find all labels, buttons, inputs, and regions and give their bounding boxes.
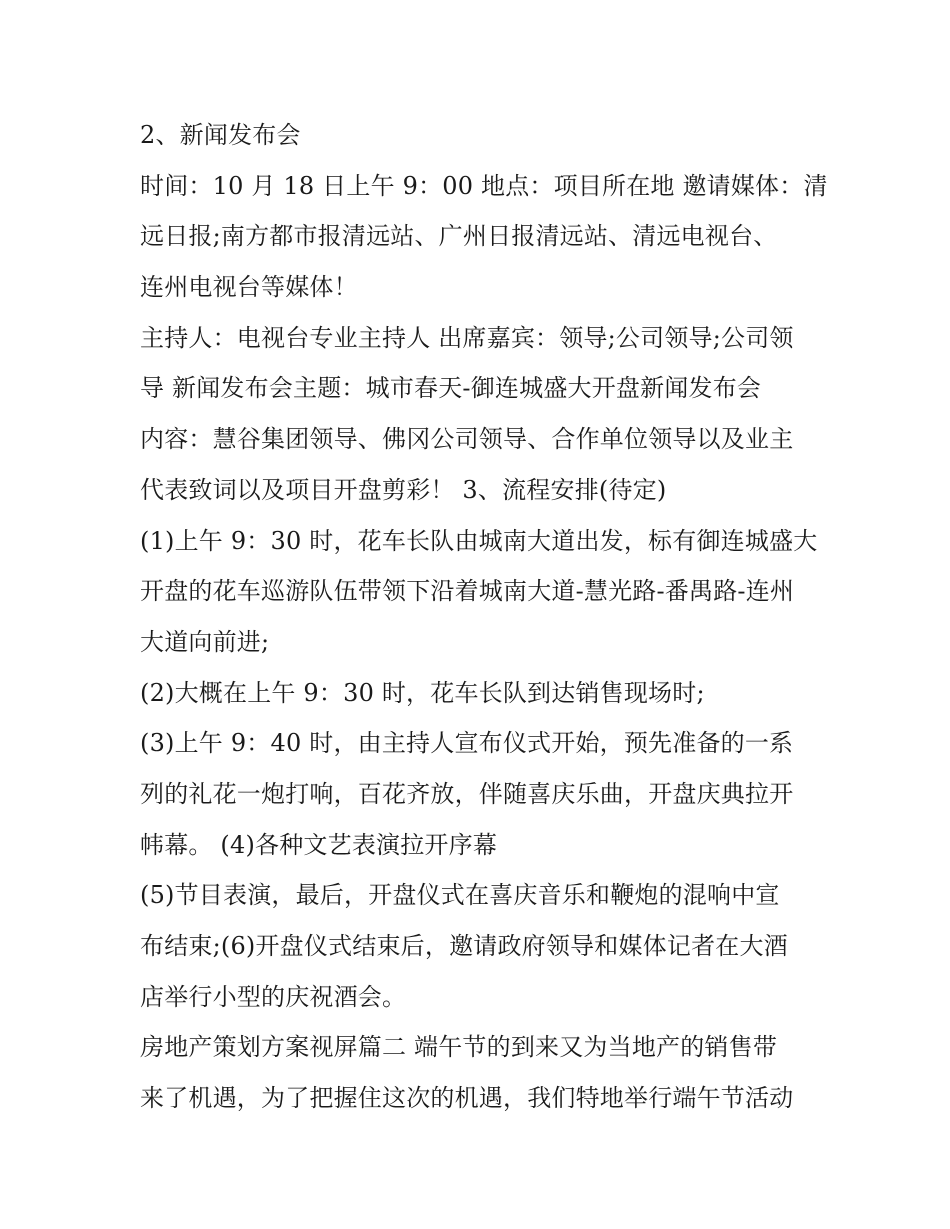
text-line: 来了机遇，为了把握住这次的机遇，我们特地举行端午节活动 xyxy=(140,1084,794,1113)
text-line: 内容：慧谷集团领导、佛冈公司领导、合作单位领导以及业主 xyxy=(140,425,794,454)
text-line: 代表致词以及项目开盘剪彩！ 3、流程安排(待定) xyxy=(140,475,667,504)
text-line: 连州电视台等媒体！ xyxy=(140,273,358,302)
text-line: 远日报;南方都市报清远站、广州日报清远站、清远电视台、 xyxy=(140,222,778,251)
text-line: 帏幕。 (4)各种文艺表演拉开序幕 xyxy=(140,830,498,859)
text-line: 大道向前进; xyxy=(140,627,270,656)
text-line: 房地产策划方案视屏篇二 端午节的到来又为当地产的销售带 xyxy=(140,1033,778,1062)
text-line: (2)大概在上午 9：30 时，花车长队到达销售现场时; xyxy=(140,678,705,707)
text-line: 布结束;(6)开盘仪式结束后，邀请政府领导和媒体记者在大酒 xyxy=(140,932,788,960)
text-line: 列的礼花一炮打响，百花齐放，伴随喜庆乐曲，开盘庆典拉开 xyxy=(140,779,794,808)
text-line: 导 新闻发布会主题：城市春天-御连城盛大开盘新闻发布会 xyxy=(140,374,762,403)
text-line: 店举行小型的庆祝酒会。 xyxy=(140,982,407,1011)
text-line: 开盘的花车巡游队伍带领下沿着城南大道-慧光路-番禺路-连州 xyxy=(140,577,795,606)
text-line: 时间：10 月 18 日上午 9：00 地点：项目所在地 邀请媒体：清 xyxy=(140,171,828,200)
text-line: 主持人：电视台专业主持人 出席嘉宾：领导;公司领导;公司领 xyxy=(140,323,794,352)
document-body xyxy=(140,110,828,1124)
text-line: (3)上午 9：40 时，由主持人宣布仪式开始，预先准备的一系 xyxy=(140,729,794,758)
text-line: (5)节目表演，最后，开盘仪式在喜庆音乐和鞭炮的混响中宣 xyxy=(140,881,780,910)
section-heading: 2、新闻发布会 xyxy=(140,121,301,149)
text-line: (1)上午 9：30 时，花车长队由城南大道出发，标有御连城盛大 xyxy=(140,526,818,555)
